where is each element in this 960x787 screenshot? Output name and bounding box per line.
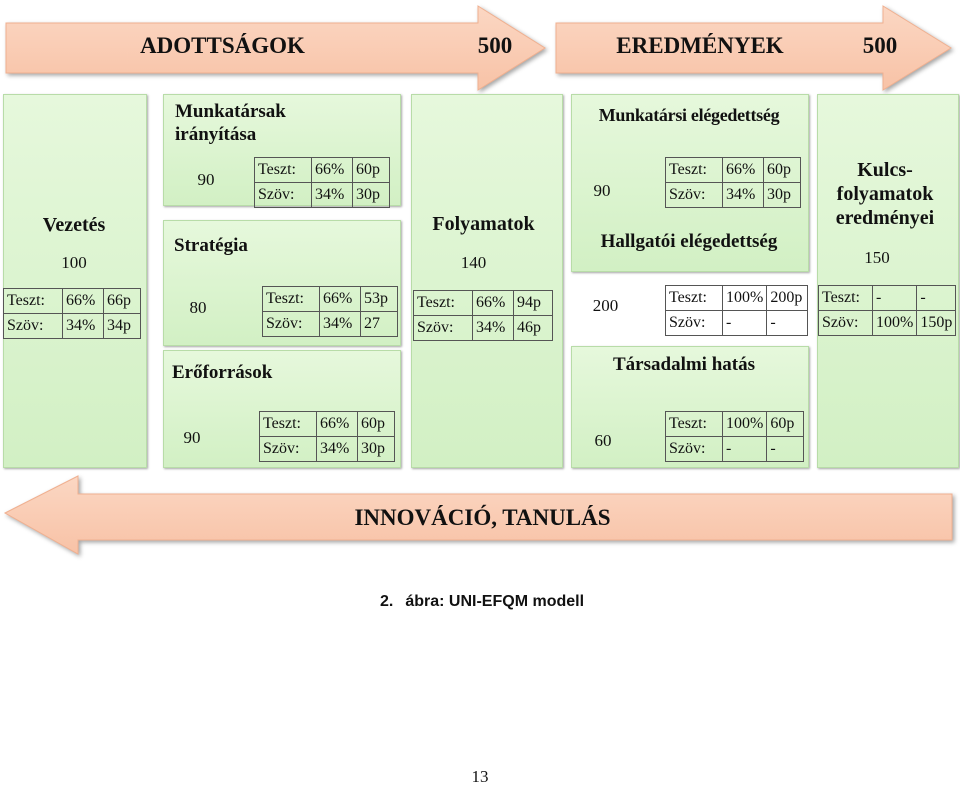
tarsadalmi-hatas-table: Teszt: 100% 60p Szöv: - - [665, 411, 804, 462]
tarsadalmi-hatas-label: Társadalmi hatás [613, 354, 755, 375]
adottsagok-title: ADOTTSÁGOK [140, 33, 305, 58]
hallgatoi-elegedettseg-label: Hallgatói elégedettség [600, 231, 778, 252]
tarsadalmi-hatas-value: 60 [594, 431, 612, 450]
strategia-table: Teszt: 66% 53p Szöv: 34% 27 [262, 286, 398, 337]
folyamatok-table: Teszt: 66% 94p Szöv: 34% 46p [413, 290, 553, 341]
vezetes-label: Vezetés [42, 214, 106, 236]
folyamatok-value: 140 [460, 253, 487, 272]
munkatarsi-elegedettseg-value: 90 [593, 181, 611, 200]
kulcsfolyamatok-label: Kulcs- folyamatok eredményei [835, 159, 935, 229]
figure-caption-number: 2. [380, 593, 394, 610]
figure-caption-text: ábra: UNI-EFQM modell [405, 593, 585, 610]
vezetes-table: Teszt: 66% 66p Szöv: 34% 34p [3, 288, 141, 339]
folyamatok-box [411, 94, 563, 468]
adottsagok-value: 500 [477, 33, 513, 58]
munkatarsak-iranyitasa-label: Munkatársak irányítása [175, 101, 286, 145]
hallgatoi-elegedettseg-table: Teszt: 100% 200p Szöv: - - [665, 285, 808, 336]
kulcsfolyamatok-table: Teszt: - - Szöv: 100% 150p [818, 285, 956, 336]
figure-caption [380, 593, 584, 611]
kulcsfolyamatok-box [817, 94, 959, 468]
munkatarsak-iranyitasa-table: Teszt: 66% 60p Szöv: 34% 30p [254, 157, 390, 208]
eredmenyek-value: 500 [862, 33, 898, 58]
strategia-label: Stratégia [174, 235, 248, 256]
eroforrasok-value: 90 [183, 428, 201, 447]
munkatarsi-elegedettseg-table: Teszt: 66% 60p Szöv: 34% 30p [665, 157, 801, 208]
eroforrasok-table: Teszt: 66% 60p Szöv: 34% 30p [259, 411, 395, 462]
innovacio-label: INNOVÁCIÓ, TANULÁS [354, 505, 611, 530]
strategia-value: 80 [189, 298, 207, 317]
munkatarsi-elegedettseg-label: Munkatársi elégedettség [598, 105, 780, 125]
hallgatoi-elegedettseg-value: 200 [592, 296, 619, 315]
kulcsfolyamatok-value: 150 [864, 248, 890, 267]
folyamatok-label: Folyamatok [432, 213, 535, 235]
page-number: 13 [471, 767, 489, 786]
vezetes-box [3, 94, 147, 468]
eroforrasok-label: Erőforrások [172, 362, 273, 383]
vezetes-value: 100 [61, 253, 87, 272]
munkatarsak-iranyitasa-value: 90 [197, 170, 215, 189]
eredmenyek-title: EREDMÉNYEK [616, 33, 784, 58]
